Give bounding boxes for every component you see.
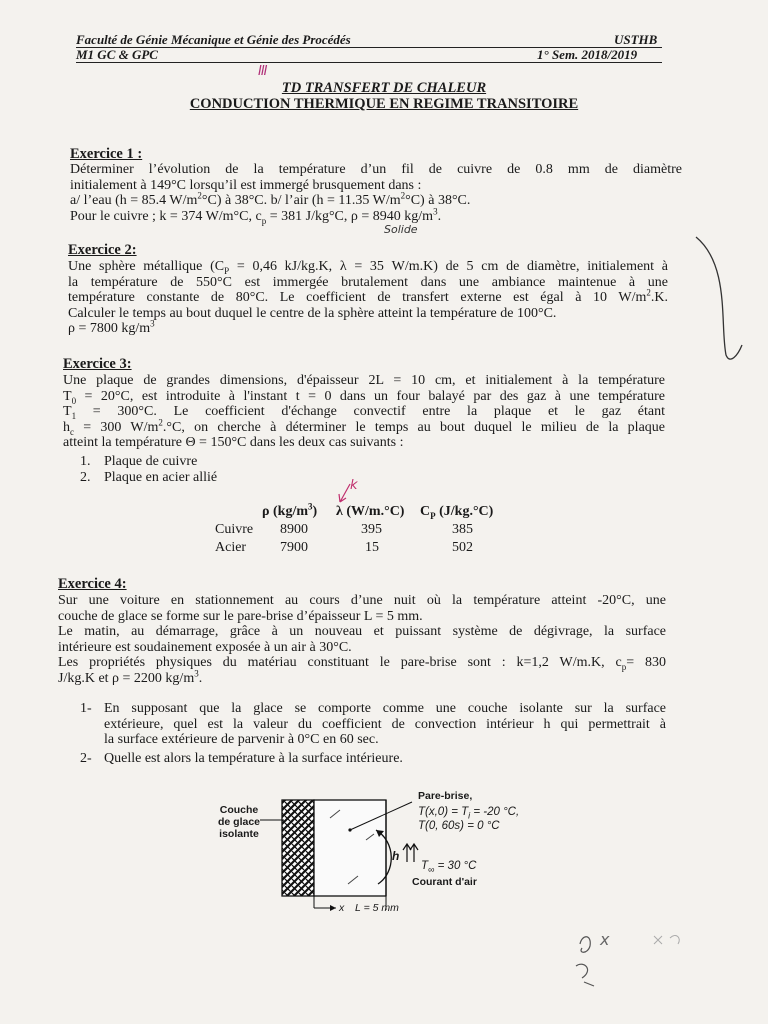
- cell-rho: 7900: [280, 540, 308, 555]
- air-frag: T: [421, 860, 429, 872]
- ex3-frag: T: [63, 388, 72, 404]
- cond-frag: = -20 °C,: [470, 806, 520, 818]
- ex3-frag: T: [63, 404, 72, 419]
- ex4-line: Le matin, au démarrage, grâce à un nouveau et puissant système de dégivrage, la surface: [58, 624, 666, 639]
- exercise4-questions: [80, 701, 666, 766]
- thickness-label: L = 5 mm: [355, 902, 399, 914]
- ex4-line: Les propriétés physiques du matériau constituant le pare-brise sont : k=1,2 W/m.K, $c_p= 830$: [58, 655, 666, 672]
- windshield-label: Pare-brise,: [418, 790, 473, 802]
- cell-lambda: 15: [365, 540, 379, 555]
- ex4-line: J/kg.K et ρ = 2200 $kg/m^3$.: [58, 667, 203, 686]
- question-line: En supposant que la glace se comporte comme une couche isolante sur la surface: [104, 701, 666, 716]
- ex1-frag: .: [437, 208, 442, 224]
- exercise2-text: [68, 259, 668, 337]
- ex2-line: la température de 550°C est immergée brutalement dans une ambiance maintenue à une: [68, 274, 668, 290]
- cell-rho: 8900: [280, 522, 308, 537]
- list-item-text: Plaque en acier allié: [104, 470, 218, 485]
- cond-frag: T(x,0) = T: [418, 806, 469, 818]
- ex3-line: $T_0 = 20^\circ C$, est introduite à l'instant t = 0 dans un four balayé par des gaz à une température: [63, 388, 665, 406]
- ex2-frag: .K.: [650, 290, 668, 305]
- question-2: [80, 751, 666, 767]
- question-line: la surface extérieure de parvenir à 0°C en 60 sec.: [104, 732, 379, 747]
- ex1-line: initialement à 149°C lorsqu’il est immergé brusquement dans :: [70, 177, 422, 193]
- university-name: USTHB: [614, 32, 658, 47]
- row-name: Acier: [215, 540, 247, 555]
- header-rule-2: [76, 62, 662, 63]
- question-number: 1-: [80, 701, 92, 716]
- ice-label-line: de glace: [217, 816, 261, 828]
- question-number: 2-: [80, 750, 92, 766]
- header-text: ρ (kg/m: [262, 504, 308, 519]
- ex2-line: Calculer le temps au bout duquel le centre de la sphère atteint la température de 100°C.: [68, 305, 557, 321]
- windshield-diagram: [200, 780, 620, 920]
- ex4-frag: Les propriétés physiques du matériau constituant le pare-brise sont : k=1,2 W/m.K, c: [58, 655, 622, 670]
- air-temperature: $T_\infty = 30$ °C: [421, 860, 477, 875]
- header-text: (J/kg.°C): [435, 504, 494, 519]
- exercise3-heading: Exercice 3:: [63, 356, 132, 372]
- margin-bracket: [690, 225, 750, 375]
- handwritten-note: Solide: [384, 223, 418, 236]
- program-name: M1 GC & GPC: [76, 47, 158, 62]
- handwritten-arrow-icon: [334, 482, 354, 506]
- ex4-frag: = 830: [626, 655, 666, 670]
- ex3-frag: = 300°C. Le coefficient d'échange convectif entre la plaque et le gaz étant: [76, 404, 665, 419]
- ex1-frag: °C) à 38°C.: [405, 193, 471, 208]
- ex3-frag: = 300 W/m: [74, 419, 159, 435]
- question-line: extérieure, quel est la valeur du coefficient de convection intérieur h qui permettrait à: [104, 716, 666, 732]
- ex1-frag: °C) à 38°C. b/ l’air (h = 11.35 W/m: [201, 193, 401, 208]
- ex2-frag: température constante de 80°C. Le coefficient de transfert externe est égal à 10 W/m: [68, 290, 647, 305]
- ice-layer-label: [213, 804, 265, 840]
- ex4-frag: .: [198, 670, 203, 686]
- doc-title: TD TRANSFERT DE CHALEUR: [281, 80, 487, 96]
- question-1: [80, 701, 666, 748]
- ex1-frag: a/ l’eau (h = 85.4 W/m: [70, 193, 198, 208]
- list-item: 1. Plaque de cuivre: [80, 454, 198, 469]
- ex4-frag: J/kg.K et ρ = 2200 kg/m: [58, 670, 195, 686]
- ex4-line: intérieure est soudainement exposée à un air à 30°C.: [58, 639, 352, 655]
- exercise3-text: [63, 373, 665, 451]
- question-line: Quelle est alors la température à la surface intérieure.: [104, 750, 403, 766]
- ex1-line: Déterminer l’évolution de la température d’un fil de cuivre de 0.8 mm de diamètre: [70, 162, 682, 177]
- ex3-line: $h_c = 300$ $W/m^2.^\circ C$, on cherche à déterminer le temps au bout duquel le milieu de la plaque: [63, 416, 665, 437]
- col-header-cp: $C_P$ (J/kg.°C): [420, 504, 494, 521]
- exercise1-text: [70, 162, 682, 224]
- handwritten-x: x: [600, 930, 610, 949]
- handwritten-k: k: [350, 478, 358, 493]
- ex1-line: a/ l’eau (h = 85.4 $W/m^2^\circ C$) à 38°C. b/ l’air (h = 11.35 $W/m^2^\circ C$) à 38°C.: [70, 190, 471, 208]
- ex2-line: ρ = 7800 $kg/m^3$: [68, 318, 155, 336]
- ex4-line: Sur une voiture en stationnement au cours d’une nuit où la température atteint -20°C, une: [58, 593, 666, 608]
- h-label: h: [392, 849, 400, 863]
- faculty-name: Faculté de Génie Mécanique et Génie des Procédés: [76, 32, 351, 47]
- header-text: C: [420, 504, 431, 519]
- x-axis-label: x: [339, 902, 345, 914]
- exercise4-text: [58, 593, 666, 686]
- semester-label: 1° Sem. 2018/2019: [537, 47, 638, 62]
- exercise1-heading: Exercice 1 :: [70, 146, 143, 162]
- ex3-line: atteint la température Θ = 150°C dans les deux cas suivants :: [63, 435, 404, 450]
- list-item-text: Plaque de cuivre: [104, 454, 198, 469]
- ex2-frag: ρ = 7800 kg/m: [68, 321, 151, 336]
- cell-cp: 385: [452, 522, 473, 537]
- air-flow-label: Courant d'air: [412, 876, 477, 888]
- exercise3-list: [80, 454, 217, 486]
- cell-lambda: 395: [361, 522, 382, 537]
- exercise4-heading: Exercice 4:: [58, 576, 127, 592]
- initial-condition: $T(x,0) = T_i = -20$ °C,: [418, 806, 520, 821]
- ex3-line: Une plaque de grandes dimensions, d'épaisseur 2L = 10 cm, et initialement à la température: [63, 373, 665, 388]
- col-header-lambda: λ (W/m.°C): [336, 504, 405, 519]
- ex2-frag: Une sphère métallique (C: [68, 259, 225, 274]
- col-header-rho: ρ $(kg/m^3)$: [262, 501, 318, 519]
- ex1-frag: Pour le cuivre ; k = 374 W/m°C, c: [70, 208, 262, 224]
- list-item: 2. Plaque en acier allié: [80, 470, 218, 485]
- ex2-line: Une sphère métallique ($C_P = 0,46$ kJ/kg.K, λ = 35 W/m.K) de 5 cm de diamètre, initialement à: [68, 259, 669, 276]
- ex1-frag: = 381 J/kg°C, ρ = 8940 kg/m: [266, 208, 434, 224]
- ex4-line: couche de glace se forme sur le pare-brise d’épaisseur L = 5 mm.: [58, 608, 423, 624]
- cell-cp: 502: [452, 540, 473, 555]
- ice-label-line: Couche: [219, 804, 259, 816]
- boundary-condition: T(0, 60s) = 0 °C: [418, 820, 500, 832]
- doc-subtitle: CONDUCTION THERMIQUE EN REGIME TRANSITOIRE: [189, 96, 579, 112]
- ice-label-line: isolante: [219, 828, 259, 840]
- ex3-frag: = 20°C, est introduite à l'instant t = 0 dans un four balayé par des gaz à une température: [76, 388, 665, 404]
- ex2-frag: = 0,46 kJ/kg.K, λ = 35 W/m.K) de 5 cm de diamètre, initialement à: [229, 259, 669, 274]
- ex3-line: $T_1 = 300^\circ C$. Le coefficient d'échange convectif entre la plaque et le gaz étant: [63, 404, 665, 421]
- ex3-frag: .°C, on cherche à déterminer le temps au bout duquel le milieu de la plaque: [162, 419, 665, 435]
- ex3-frag: h: [63, 419, 70, 435]
- air-frag: = 30 °C: [434, 860, 477, 872]
- handwritten-mark: III: [258, 64, 267, 79]
- exercise2-heading: Exercice 2:: [68, 242, 137, 258]
- ex2-line: température constante de 80°C. Le coefficient de transfert externe est égal à 10 $W/m^2.K$.: [68, 287, 668, 305]
- handwritten-scribble: [560, 920, 730, 1000]
- row-name: Cuivre: [215, 522, 254, 537]
- ex1-line: Pour le cuivre ; k = 374 W/m°C, $c_p = 381$ J/kg°C, ρ = 8940 $kg/m^3$.: [70, 205, 442, 226]
